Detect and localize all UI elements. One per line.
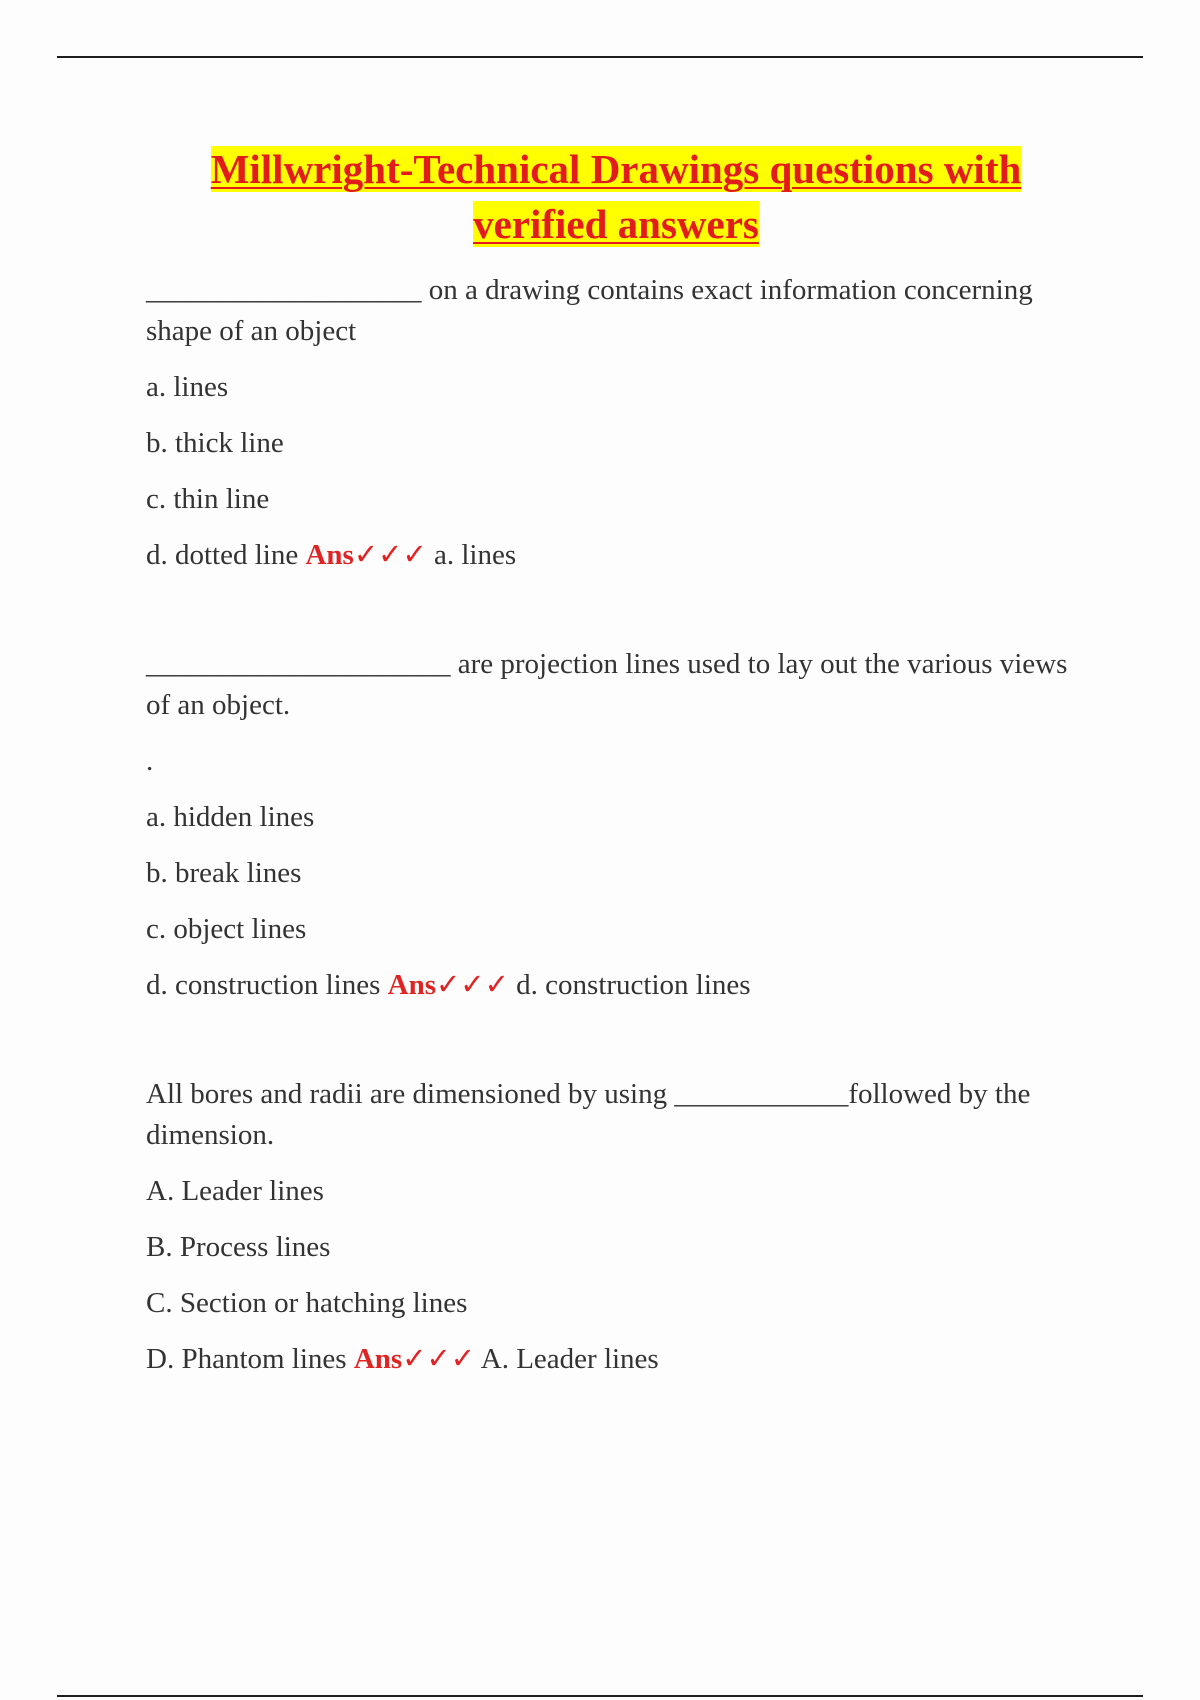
option-b: b. break lines [146, 857, 302, 889]
checkmark-icon: ✓✓✓ [436, 969, 509, 1001]
question-list [146, 270, 1076, 1380]
answer-label: Ans [387, 969, 436, 1001]
checkmark-icon: ✓✓✓ [402, 1343, 476, 1375]
top-rule [57, 56, 1143, 58]
option-c: c. object lines [146, 913, 307, 945]
option-d-with-answer [146, 535, 1076, 576]
answer-value: d. construction lines [508, 969, 751, 1001]
option-d-with-answer [146, 1339, 1076, 1380]
title-line-1: Millwright-Technical Drawings questions with [210, 146, 1022, 192]
option-c: c. thin line [146, 483, 270, 515]
question-stem: _____________________ are projection lines used to lay out the various views of an object. [146, 648, 1068, 721]
option-a: A. Leader lines [146, 1175, 324, 1207]
question-block [146, 644, 1076, 1006]
stray-period: . [146, 745, 154, 777]
option-a: a. lines [146, 371, 229, 403]
option-b: b. thick line [146, 427, 284, 459]
bottom-rule [57, 1695, 1143, 1697]
option-d-with-answer [146, 965, 1076, 1006]
answer-value: A. Leader lines [475, 1343, 659, 1375]
option-d: d. dotted line [146, 539, 299, 571]
option-d: D. Phantom lines [146, 1343, 347, 1375]
question-stem: ___________________ on a drawing contains exact information concerning shape of an object [146, 274, 1033, 347]
answer-label: Ans [353, 1343, 403, 1375]
answer-value: a. lines [426, 539, 517, 571]
title-line-2: verified answers [473, 201, 759, 247]
option-d: d. construction lines [146, 969, 381, 1001]
question-block [146, 270, 1076, 576]
checkmark-icon: ✓✓✓ [353, 539, 427, 571]
answer-label: Ans [305, 539, 354, 571]
question-stem: All bores and radii are dimensioned by using ____________followed by the dimension. [146, 1078, 1031, 1151]
option-a: a. hidden lines [146, 801, 315, 833]
option-b: B. Process lines [146, 1231, 331, 1263]
document-title [100, 142, 1132, 252]
question-block [146, 1074, 1076, 1380]
option-c: C. Section or hatching lines [146, 1287, 468, 1319]
